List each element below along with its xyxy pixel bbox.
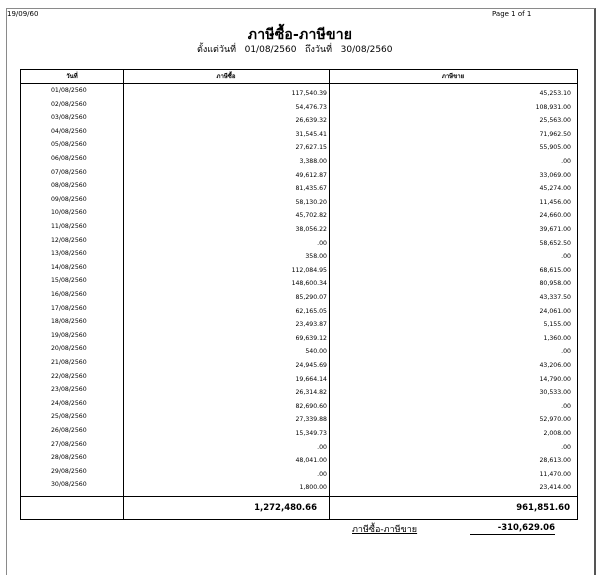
sales-tax-cell: 39,671.00 <box>539 226 571 233</box>
date-cell: 16/08/2560 <box>51 291 87 298</box>
purchase-tax-cell: 26,639.32 <box>295 117 327 125</box>
sales-tax-cell: 5,155.00 <box>543 321 571 329</box>
purchase-tax-cell: 54,476.73 <box>295 103 327 111</box>
purchase-tax-cell: 85,290.07 <box>295 294 327 301</box>
date-cell: 28/08/2560 <box>51 454 87 462</box>
purchase-tax-cell: .00 <box>317 470 327 478</box>
purchase-tax-cell: 148,600.34 <box>291 280 327 288</box>
sales-tax-cell: 1,360.00 <box>543 334 571 342</box>
date-cell: 15/08/2560 <box>51 277 87 285</box>
sales-tax-cell: 43,337.50 <box>539 294 571 301</box>
purchase-tax-cell: 62,165.05 <box>295 307 327 315</box>
table-row <box>21 304 577 318</box>
date-cell: 03/08/2560 <box>51 114 87 122</box>
purchase-tax-cell: 117,540.39 <box>291 90 327 97</box>
tax-table <box>20 69 578 520</box>
date-cell: 07/08/2560 <box>51 168 87 176</box>
sales-tax-cell: 30,533.00 <box>539 389 571 397</box>
sales-tax-cell: 52,970.00 <box>539 416 571 424</box>
total-divider <box>21 496 577 497</box>
sales-tax-cell: 28,613.00 <box>539 457 571 465</box>
page-number: Page 1 of 1 <box>492 10 532 18</box>
table-row <box>21 453 577 467</box>
table-row <box>21 222 577 236</box>
column-header-purchase-tax: ภาษีซื้อ <box>216 73 236 80</box>
purchase-tax-cell: .00 <box>317 239 327 247</box>
sales-tax-cell: 23,414.00 <box>539 484 571 492</box>
purchase-tax-cell: 540.00 <box>305 348 327 356</box>
purchase-tax-cell: 81,435.67 <box>295 185 327 193</box>
table-row <box>21 195 577 209</box>
table-row <box>21 263 577 277</box>
date-cell: 30/08/2560 <box>51 481 87 489</box>
date-cell: 10/08/2560 <box>51 209 87 217</box>
sales-tax-cell: 80,958.00 <box>539 280 571 288</box>
table-row <box>21 358 577 372</box>
table-row <box>21 385 577 399</box>
sales-tax-cell: .00 <box>561 443 571 451</box>
date-cell: 25/08/2560 <box>51 413 87 421</box>
table-row <box>21 86 577 100</box>
purchase-tax-cell: 48,041.00 <box>295 457 327 465</box>
total-purchase-tax: 1,272,480.66 <box>254 503 317 513</box>
report-date-range: ตั้งแต่วันที่ 01/08/2560 ถึงวันที่ 30/08/2560 <box>197 45 393 55</box>
print-date: 19/09/60 <box>7 10 39 18</box>
purchase-tax-cell: 82,690.60 <box>295 402 327 410</box>
date-cell: 11/08/2560 <box>51 223 87 230</box>
purchase-tax-cell: 15,349.73 <box>295 430 327 437</box>
date-cell: 01/08/2560 <box>51 87 87 94</box>
purchase-tax-cell: 19,664.14 <box>295 375 327 383</box>
purchase-tax-cell: 1,800.00 <box>299 484 327 492</box>
date-cell: 06/08/2560 <box>51 155 87 162</box>
date-cell: 13/08/2560 <box>51 250 87 258</box>
table-row <box>21 154 577 168</box>
sales-tax-cell: 71,962.50 <box>539 130 571 138</box>
date-cell: 05/08/2560 <box>51 141 87 149</box>
date-cell: 23/08/2560 <box>51 386 87 394</box>
purchase-tax-cell: 45,702.82 <box>295 212 327 220</box>
table-row <box>21 426 577 440</box>
table-row <box>21 440 577 454</box>
date-cell: 02/08/2560 <box>51 100 87 108</box>
purchase-tax-cell: 23,493.87 <box>295 321 327 329</box>
table-row <box>21 208 577 222</box>
table-row <box>21 168 577 182</box>
table-row <box>21 236 577 250</box>
column-header-date: วันที่ <box>66 73 78 80</box>
table-row <box>21 290 577 304</box>
purchase-tax-cell: 58,130.20 <box>295 198 327 206</box>
table-row <box>21 276 577 290</box>
purchase-tax-cell: 49,612.87 <box>295 171 327 179</box>
sales-tax-cell: 108,931.00 <box>535 103 571 111</box>
date-cell: 14/08/2560 <box>51 263 87 271</box>
column-header-sales-tax: ภาษีขาย <box>441 73 465 80</box>
table-row <box>21 399 577 413</box>
purchase-tax-cell: 26,314.82 <box>295 389 327 397</box>
purchase-tax-cell: 24,945.69 <box>295 362 327 369</box>
purchase-tax-cell: 31,545.41 <box>295 130 327 138</box>
date-cell: 22/08/2560 <box>51 372 87 380</box>
sales-tax-cell: 43,206.00 <box>539 362 571 369</box>
purchase-tax-cell: .00 <box>317 443 327 451</box>
table-row <box>21 412 577 426</box>
table-row <box>21 372 577 386</box>
date-cell: 27/08/2560 <box>51 440 87 448</box>
difference-underline <box>470 534 555 535</box>
date-cell: 17/08/2560 <box>51 304 87 312</box>
sales-tax-cell: 58,652.50 <box>539 239 571 247</box>
purchase-tax-cell: 358.00 <box>305 253 327 261</box>
date-cell: 08/08/2560 <box>51 182 87 190</box>
date-cell: 24/08/2560 <box>51 399 87 407</box>
table-row <box>21 249 577 263</box>
date-cell: 12/08/2560 <box>51 236 87 244</box>
difference-value: -310,629.06 <box>497 523 555 533</box>
purchase-tax-cell: 27,339.88 <box>295 416 327 424</box>
table-row <box>21 331 577 345</box>
table-row <box>21 140 577 154</box>
sales-tax-cell: .00 <box>561 158 571 165</box>
table-row <box>21 181 577 195</box>
sales-tax-cell: 45,253.10 <box>539 90 571 97</box>
sales-tax-cell: .00 <box>561 253 571 261</box>
purchase-tax-cell: 112,084.95 <box>291 266 327 274</box>
sales-tax-cell: 45,274.00 <box>539 185 571 193</box>
date-cell: 21/08/2560 <box>51 359 87 366</box>
table-row <box>21 480 577 494</box>
sales-tax-cell: .00 <box>561 402 571 410</box>
table-row <box>21 317 577 331</box>
date-cell: 18/08/2560 <box>51 318 87 326</box>
sales-tax-cell: 55,905.00 <box>539 144 571 152</box>
table-row <box>21 113 577 127</box>
sales-tax-cell: 11,456.00 <box>539 198 571 206</box>
date-cell: 29/08/2560 <box>51 467 87 475</box>
difference-label: ภาษีซื้อ-ภาษีขาย <box>352 525 418 535</box>
purchase-tax-cell: 27,627.15 <box>295 144 327 152</box>
sales-tax-cell: 33,069.00 <box>539 171 571 179</box>
purchase-tax-cell: 38,056.22 <box>295 226 327 233</box>
table-row <box>21 467 577 481</box>
sales-tax-cell: 14,790.00 <box>539 375 571 383</box>
date-cell: 09/08/2560 <box>51 195 87 203</box>
table-row <box>21 100 577 114</box>
sales-tax-cell: 24,660.00 <box>539 212 571 220</box>
sales-tax-cell: 25,563.00 <box>539 117 571 125</box>
sales-tax-cell: .00 <box>561 348 571 356</box>
date-cell: 26/08/2560 <box>51 427 87 434</box>
total-sales-tax: 961,851.60 <box>516 503 570 513</box>
sales-tax-cell: 11,470.00 <box>539 470 571 478</box>
date-cell: 19/08/2560 <box>51 331 87 339</box>
table-row <box>21 127 577 141</box>
sales-tax-cell: 24,061.00 <box>539 307 571 315</box>
table-row <box>21 344 577 358</box>
date-cell: 20/08/2560 <box>51 345 87 353</box>
date-cell: 04/08/2560 <box>51 127 87 135</box>
sales-tax-cell: 68,615.00 <box>539 266 571 274</box>
report-title: ภาษีซื้อ-ภาษีขาย <box>247 27 353 43</box>
purchase-tax-cell: 69,639.12 <box>295 334 327 342</box>
header-divider <box>21 83 577 84</box>
sales-tax-cell: 2,008.00 <box>543 430 571 437</box>
purchase-tax-cell: 3,388.00 <box>299 158 327 165</box>
